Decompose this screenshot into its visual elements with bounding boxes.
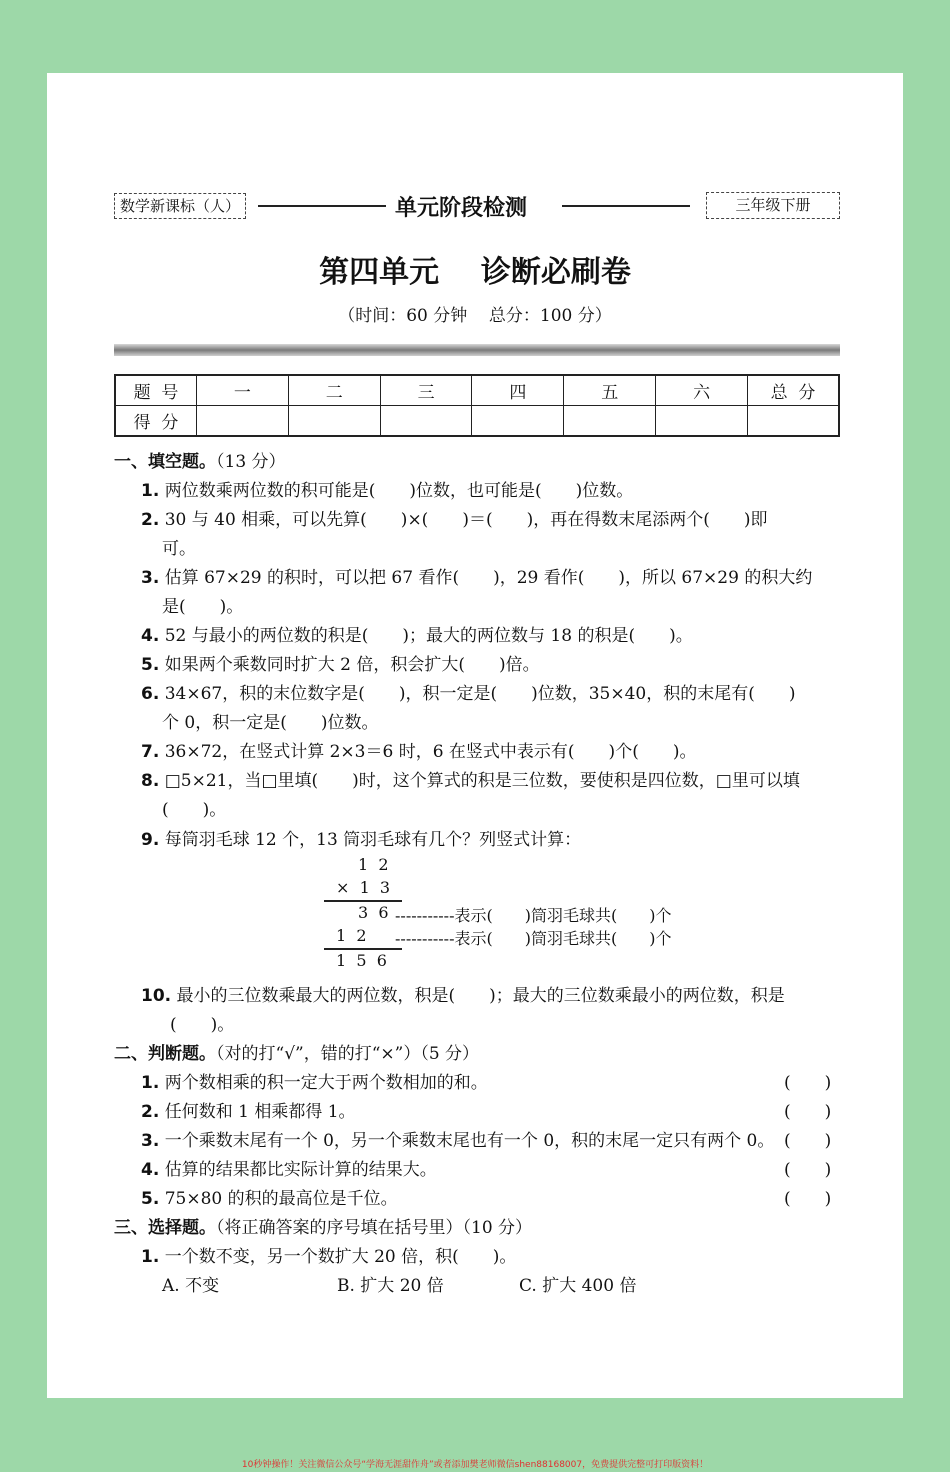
score-input-cell[interactable] bbox=[288, 406, 380, 437]
calc-rule-1 bbox=[324, 900, 402, 902]
score-input-cell[interactable] bbox=[472, 406, 564, 437]
title-divider-bar bbox=[114, 344, 840, 356]
judge-item: 4. 估算的结果都比实际计算的结果大。 bbox=[141, 1160, 437, 1180]
calc-annotation-1: -----------表示( )筒羽毛球共( )个 bbox=[395, 906, 672, 925]
score-cell: 四 bbox=[472, 375, 564, 406]
question-item: 6. 34×67，积的末位数字是( )，积一定是( )位数，35×40，积的末尾有( ) bbox=[141, 684, 796, 704]
section-3-heading: 三、选择题。（将正确答案的序号填在括号里）（10 分） bbox=[114, 1218, 533, 1238]
calc-annotation-2: -----------表示( )筒羽毛球共( )个 bbox=[395, 929, 672, 948]
footer-notice: 10秒钟操作！关注微信公众号“学海无涯甜作舟”或者添加樊老师微信shen88168007，免费提供完整可打印版资料！ bbox=[241, 1460, 709, 1470]
section-1-heading: 一、填空题。（13 分） bbox=[114, 452, 286, 472]
score-cell: 五 bbox=[564, 375, 656, 406]
judge-item: 5. 75×80 的积的最高位是千位。 bbox=[141, 1189, 398, 1209]
answer-paren[interactable]: ( ) bbox=[784, 1131, 832, 1151]
question-item: 1. 两位数乘两位数的积可能是( )位数，也可能是( )位数。 bbox=[141, 481, 634, 501]
question-item: 9. 每筒羽毛球 12 个，13 筒羽毛球有几个？列竖式计算： bbox=[141, 830, 582, 850]
question-item: 10. 最小的三位数乘最大的两位数，积是( )；最大的三位数乘最小的两位数，积是 bbox=[141, 986, 785, 1006]
question-continuation: 是( )。 bbox=[162, 597, 244, 617]
header-right-tag: 三年级下册 bbox=[706, 192, 840, 219]
answer-paren[interactable]: ( ) bbox=[784, 1102, 832, 1122]
header-left-tag: 数学新课标（人） bbox=[114, 193, 246, 219]
score-cell: 二 bbox=[288, 375, 380, 406]
calc-line-1: 1 2 bbox=[358, 855, 389, 874]
answer-paren[interactable]: ( ) bbox=[784, 1189, 832, 1209]
score-table bbox=[114, 374, 840, 437]
header-center-title: 单元阶段检测 bbox=[395, 196, 528, 221]
question-continuation: 个 0，积一定是( )位数。 bbox=[162, 713, 379, 733]
score-input-cell[interactable] bbox=[380, 406, 472, 437]
question-item: 8. □5×21，当□里填( )时，这个算式的积是三位数，要使积是四位数，□里可以填 bbox=[141, 771, 800, 791]
question-item: 5. 如果两个乘数同时扩大 2 倍，积会扩大( )倍。 bbox=[141, 655, 540, 675]
score-input-cell[interactable] bbox=[564, 406, 656, 437]
score-cell: 三 bbox=[380, 375, 472, 406]
judge-item: 1. 两个数相乘的积一定大于两个数相加的和。 bbox=[141, 1073, 488, 1093]
question-item: 7. 36×72，在竖式计算 2×3＝6 时，6 在竖式中表示有( )个( )。 bbox=[141, 742, 697, 762]
score-cell: 一 bbox=[197, 375, 289, 406]
question-item: 2. 30 与 40 相乘，可以先算( )×( )＝( )，再在得数末尾添两个( )即 bbox=[141, 510, 768, 530]
score-input-cell[interactable] bbox=[197, 406, 289, 437]
score-cell: 得 分 bbox=[115, 406, 197, 437]
question-continuation: ( )。 bbox=[162, 800, 227, 820]
choice-item: 1. 一个数不变，另一个数扩大 20 倍，积( )。 bbox=[141, 1247, 517, 1267]
header-rule-left bbox=[258, 205, 386, 207]
header-rule-right bbox=[562, 205, 690, 207]
calc-line-5: 1 5 6 bbox=[336, 951, 387, 970]
page-subtitle: （时间：60 分钟 总分：100 分） bbox=[338, 306, 612, 326]
score-cell: 六 bbox=[656, 375, 748, 406]
calc-rule-2 bbox=[324, 948, 402, 950]
section-2-heading: 二、判断题。（对的打“√”，错的打“×”）（5 分） bbox=[114, 1044, 480, 1064]
score-table-header-row bbox=[115, 375, 839, 406]
score-table-score-row bbox=[115, 406, 839, 437]
judge-item: 3. 一个乘数末尾有一个 0，另一个乘数末尾也有一个 0，积的末尾一定只有两个 0。 bbox=[141, 1131, 775, 1151]
answer-paren[interactable]: ( ) bbox=[784, 1160, 832, 1180]
option-a[interactable]: A. 不变 bbox=[162, 1276, 220, 1296]
judge-item: 2. 任何数和 1 相乘都得 1。 bbox=[141, 1102, 356, 1122]
score-cell: 题 号 bbox=[115, 375, 197, 406]
score-input-cell[interactable] bbox=[656, 406, 748, 437]
question-item: 3. 估算 67×29 的积时，可以把 67 看作( )，29 看作( )，所以 67×29 的积大约 bbox=[141, 568, 813, 588]
calc-line-3: 3 6 bbox=[358, 903, 389, 922]
question-continuation: ( )。 bbox=[170, 1015, 235, 1035]
calc-line-4: 1 2 bbox=[336, 926, 367, 945]
question-item: 4. 52 与最小的两位数的积是( )；最大的两位数与 18 的积是( )。 bbox=[141, 626, 693, 646]
question-continuation: 可。 bbox=[162, 539, 196, 559]
score-cell: 总 分 bbox=[748, 375, 840, 406]
score-input-cell[interactable] bbox=[748, 406, 840, 437]
option-b[interactable]: B. 扩大 20 倍 bbox=[337, 1276, 444, 1296]
option-c[interactable]: C. 扩大 400 倍 bbox=[519, 1276, 637, 1296]
page-title: 第四单元 诊断必刷卷 bbox=[319, 255, 631, 290]
answer-paren[interactable]: ( ) bbox=[784, 1073, 832, 1093]
calc-line-2: × 1 3 bbox=[336, 878, 391, 897]
